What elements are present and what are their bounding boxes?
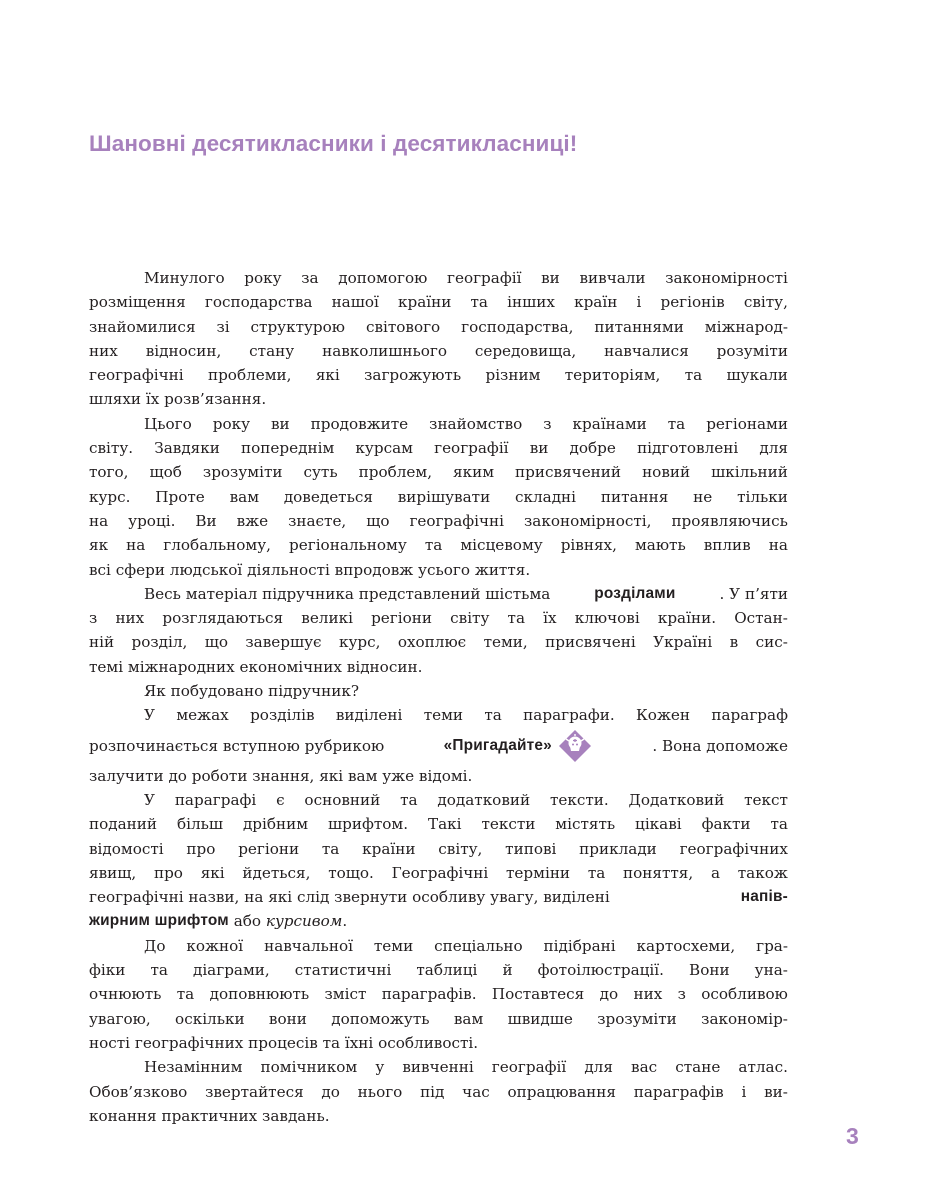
word: проблеми, [207, 366, 292, 385]
word: та [400, 790, 418, 809]
word: доповнюють [209, 985, 310, 1004]
word: та [484, 706, 502, 725]
word: країни. [657, 609, 717, 628]
word: є [276, 790, 285, 809]
text-line [89, 412, 788, 436]
word: питаннями [594, 317, 684, 336]
word: час [462, 1082, 490, 1101]
word: основний [304, 790, 381, 809]
word: зі [216, 317, 230, 336]
text-line [89, 837, 788, 861]
word: для [759, 439, 788, 458]
text-line: розпочинається вступною рубрикою «Пригадайте» . Вона допоможе [89, 728, 788, 764]
word: з [677, 985, 686, 1004]
word: світового [365, 317, 441, 336]
word: вивченні [402, 1058, 474, 1077]
word: також [737, 863, 788, 882]
word: під [420, 1082, 445, 1101]
word: країн [574, 293, 618, 312]
bold-term-sections: розділами [594, 584, 676, 602]
text-line: Весь матеріал підручника представлений шістьма розділами . У п’яти [89, 582, 788, 606]
word: Проте [155, 487, 205, 506]
word: проблем, [358, 463, 433, 482]
word: додатковий [437, 790, 531, 809]
word: них [633, 985, 663, 1004]
word: країни [362, 839, 416, 858]
word: світу [450, 609, 490, 628]
word: країнами [572, 414, 647, 433]
word: середовища, [474, 341, 577, 360]
word: розділів [250, 706, 315, 725]
word: як [89, 536, 109, 555]
word: навчальної [264, 936, 353, 955]
word: інших [507, 293, 555, 312]
word: та [587, 863, 606, 882]
word: добре [569, 439, 616, 458]
word: статистичні [294, 961, 392, 980]
word: шукали [726, 366, 788, 385]
text-line [89, 630, 788, 654]
word: і [741, 1082, 747, 1101]
word: типові [505, 839, 557, 858]
text-line [89, 315, 788, 339]
word: різним [485, 366, 541, 385]
word: помічником [260, 1058, 358, 1077]
word: вивчали [579, 269, 646, 287]
word: та [150, 961, 168, 980]
word: та [507, 609, 526, 628]
rubric-recall-label: «Пригадайте» [443, 736, 552, 754]
word: які [315, 366, 340, 385]
word: регіонів [660, 293, 725, 312]
word: міжнарод- [704, 317, 788, 336]
word: вони [268, 1009, 307, 1028]
word: параграф [711, 706, 788, 725]
text-line [89, 958, 788, 982]
text-line [89, 363, 788, 387]
word: з [543, 414, 552, 433]
word: вам [453, 1009, 484, 1028]
word: діаграми, [192, 961, 270, 980]
word: Поставтеся [491, 985, 585, 1004]
word: більш [176, 815, 224, 834]
word: географії [491, 1058, 567, 1077]
word: та [667, 414, 686, 433]
text-line: темі міжнародних економічних відносин. [89, 657, 423, 676]
word: географії [447, 269, 522, 287]
word: У [144, 790, 155, 809]
word: вам [229, 487, 260, 506]
word: господарства, [461, 317, 574, 336]
word: атлас. [738, 1058, 788, 1077]
word: та [424, 536, 443, 555]
word: них [89, 341, 118, 360]
text-line: всі сфери людської діяльності впродовж усього життя. [89, 560, 531, 579]
word: У [144, 706, 155, 725]
word: ви [271, 414, 290, 433]
word: теми [373, 936, 414, 955]
text-line [89, 1055, 788, 1079]
word: тексти. [549, 790, 609, 809]
word: і [636, 293, 642, 312]
word: на [89, 511, 109, 530]
word: стане [675, 1058, 721, 1077]
word: теми [423, 706, 464, 725]
word: шрифтом. [328, 815, 409, 834]
word: які [200, 863, 225, 882]
word: уна- [754, 961, 788, 980]
word: розділ, [131, 633, 188, 652]
word: зрозуміти [202, 463, 283, 482]
word: шкільний [711, 463, 788, 482]
word: регіональному [289, 536, 407, 555]
word: допоможуть [331, 1009, 430, 1028]
text-line [89, 788, 788, 812]
word: знаєте, [288, 511, 347, 530]
text-line [89, 703, 788, 727]
word: географічні [409, 511, 505, 530]
word: навчалися [604, 341, 689, 360]
word: тощо. [328, 863, 374, 882]
word: що [204, 633, 228, 652]
word: увагою, [89, 1009, 151, 1028]
word: щоб [149, 463, 182, 482]
page-number: 3 [846, 1123, 859, 1149]
text-line [89, 290, 788, 314]
word: параграфі [174, 790, 257, 809]
word: знайомство [429, 414, 523, 433]
word: гра- [756, 936, 788, 955]
word: сис- [755, 633, 788, 652]
word: ключові [574, 609, 640, 628]
word: регіонами [706, 414, 788, 433]
text-line: жирним шрифтом або курсивом . [89, 909, 788, 933]
word: та [770, 815, 788, 834]
word: новий [642, 463, 691, 482]
word: розглядаються [162, 609, 284, 628]
word: уроці. [128, 511, 176, 530]
word: а [710, 863, 721, 882]
word: Обов’язково [89, 1082, 188, 1101]
word: Такі [427, 815, 462, 834]
word: межах [176, 706, 229, 725]
word: знайомилися [89, 317, 196, 336]
word: та [176, 985, 195, 1004]
word: географічних [679, 839, 788, 858]
word: суть [303, 463, 338, 482]
word: присвячені [545, 633, 636, 652]
word: проявляючись [671, 511, 788, 530]
text-line [89, 460, 788, 484]
word: за [301, 269, 319, 287]
text-line [89, 339, 788, 363]
word: зрозуміти [597, 1009, 677, 1028]
word: тільки [737, 487, 788, 506]
word: продовжите [310, 414, 409, 433]
word: вирішувати [397, 487, 491, 506]
word: закономірності, [523, 511, 652, 530]
text-line [89, 1007, 788, 1031]
word: поняття, [623, 863, 694, 882]
word: світу, [438, 839, 483, 858]
word: мають [634, 536, 686, 555]
word: регіони [371, 609, 432, 628]
word: оскільки [175, 1009, 245, 1028]
word: очнюють [89, 985, 162, 1004]
word: особливою [701, 985, 788, 1004]
text-line [89, 606, 788, 630]
word: цікаві [635, 815, 682, 834]
word: них [115, 609, 145, 628]
word: світу. [89, 439, 134, 458]
word: йдеться, [242, 863, 311, 882]
word: терміни [506, 863, 571, 882]
word: структурою [250, 317, 346, 336]
word: в [729, 633, 739, 652]
word: Ви [195, 511, 217, 530]
word: ній [89, 633, 115, 652]
word: не [693, 487, 713, 506]
word: про [186, 839, 216, 858]
word: кожної [186, 936, 244, 955]
word: глобальному, [163, 536, 272, 555]
word: закономірності [665, 269, 788, 287]
word: фіки [89, 961, 126, 980]
word: у [375, 1058, 385, 1077]
word: загрожують [364, 366, 462, 385]
word: попереднім [241, 439, 335, 458]
word: текст [744, 790, 788, 809]
word: дрібним [242, 815, 309, 834]
word: регіони [238, 839, 300, 858]
word: місцевому [460, 536, 543, 555]
recall-head-icon [558, 729, 592, 763]
italic-term: курсивом [265, 912, 343, 931]
word: Минулого [144, 269, 225, 287]
text-line: залучити до роботи знання, які вам уже відомі. [89, 766, 473, 785]
word: ви [541, 269, 560, 287]
word: стану [249, 341, 295, 360]
word: та [321, 839, 340, 858]
word: Завдяки [154, 439, 220, 458]
word: завершує [245, 633, 322, 652]
text-line: конання практичних завдань. [89, 1106, 330, 1125]
bold-term-half: напів- [740, 888, 788, 906]
text-line [89, 509, 788, 533]
word: для [584, 1058, 613, 1077]
word: з [89, 609, 98, 628]
word: Цього [144, 414, 192, 433]
word: закономір- [701, 1009, 788, 1028]
word: вплив [703, 536, 751, 555]
word: підібрані [543, 936, 616, 955]
text-line [89, 436, 788, 460]
text-line [89, 982, 788, 1006]
word: на [768, 536, 788, 555]
word: ви- [764, 1082, 788, 1101]
word: навколишнього [322, 341, 447, 360]
bold-term-font: жирним шрифтом [89, 912, 229, 930]
word: яким [453, 463, 495, 482]
text-line: шляхи їх розв’язання. [89, 390, 267, 409]
word: до [321, 1082, 340, 1101]
word: країни [398, 293, 452, 312]
word: спеціально [434, 936, 523, 955]
text-line [89, 533, 788, 557]
word: територіям, [564, 366, 661, 385]
word: підготовлені [637, 439, 739, 458]
word: світу, [743, 293, 788, 312]
word: присвячений [515, 463, 622, 482]
word: відносин, [145, 341, 222, 360]
word: зміст [324, 985, 367, 1004]
word: тексти [481, 815, 536, 834]
word: курс, [338, 633, 381, 652]
word: вже [236, 511, 269, 530]
word: теми, [483, 633, 528, 652]
word: їх [543, 609, 557, 628]
word: господарства [204, 293, 313, 312]
word: приклади [579, 839, 657, 858]
word: й [502, 961, 513, 980]
word: року [244, 269, 282, 287]
word: розміщення [89, 293, 186, 312]
text-line [89, 266, 788, 290]
text-line: ності географічних процесів та їхні особливості. [89, 1033, 479, 1052]
word: курс. [89, 487, 131, 506]
text-line [89, 934, 788, 958]
word: вас [631, 1058, 658, 1077]
word: про [153, 863, 183, 882]
word: доведеться [283, 487, 373, 506]
word: розуміти [716, 341, 788, 360]
word: того, [89, 463, 129, 482]
word: на [126, 536, 146, 555]
word: Додатковий [628, 790, 725, 809]
word: Географічні [391, 863, 489, 882]
word: року [212, 414, 251, 433]
page-title: Шановні десятикласники і десятикласниці! [89, 131, 578, 156]
text-line [89, 485, 788, 509]
word: ви [529, 439, 549, 458]
word: факти [701, 815, 751, 834]
word: допомогою [338, 269, 428, 287]
word: що [366, 511, 390, 530]
word: До [144, 936, 166, 955]
text-line [89, 1080, 788, 1104]
word: географії [434, 439, 509, 458]
body-text [89, 266, 788, 1128]
word: фотоілюстрації. [537, 961, 664, 980]
word: нашої [331, 293, 379, 312]
word: звертайтеся [205, 1082, 304, 1101]
word: Вони [689, 961, 730, 980]
word: параграфів [633, 1082, 724, 1101]
text-line [89, 861, 788, 885]
word: таблиці [416, 961, 478, 980]
word: великі [301, 609, 353, 628]
word: нього [357, 1082, 403, 1101]
text-line [89, 812, 788, 836]
word: відомості [89, 839, 164, 858]
word: параграфи. [523, 706, 615, 725]
word: географічні [89, 366, 184, 385]
text-line: Як побудовано підручник? [144, 682, 360, 701]
word: опрацювання [507, 1082, 616, 1101]
word: охоплює [397, 633, 467, 652]
word: та [470, 293, 488, 312]
word: поданий [89, 815, 158, 834]
word: виділені [335, 706, 403, 725]
word: Остан- [734, 609, 788, 628]
word: картосхеми, [636, 936, 736, 955]
word: Кожен [636, 706, 691, 725]
word: Незамінним [144, 1058, 243, 1077]
word: параграфів. [381, 985, 477, 1004]
word: курсам [355, 439, 413, 458]
word: швидше [507, 1009, 573, 1028]
word: питання [600, 487, 669, 506]
word: рівнях, [560, 536, 617, 555]
word: явищ, [89, 863, 137, 882]
word: до [599, 985, 619, 1004]
recall-rubric [444, 728, 593, 764]
word: Україні [653, 633, 713, 652]
word: та [684, 366, 703, 385]
word: складні [515, 487, 577, 506]
word: містять [555, 815, 616, 834]
text-line: географічні назви, на які слід звернути особливу увагу, виділені напів- [89, 885, 788, 909]
